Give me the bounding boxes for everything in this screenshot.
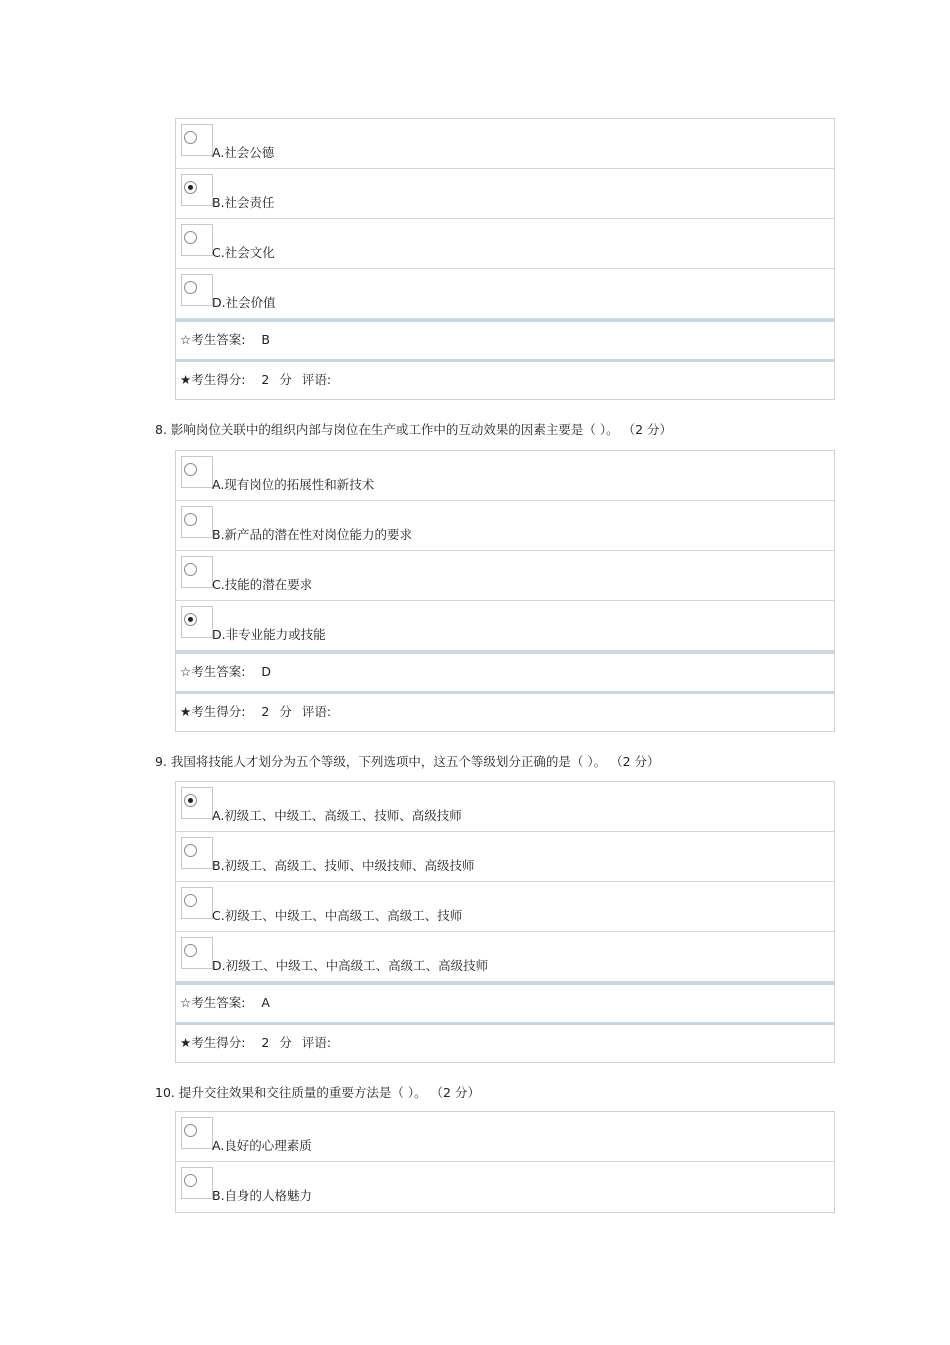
option-label: A.良好的心理素质 <box>212 1138 312 1153</box>
option-row[interactable] <box>176 451 834 501</box>
student-score-row <box>176 691 834 731</box>
option-row[interactable] <box>176 832 834 882</box>
comment-label: 评语: <box>301 1035 332 1050</box>
option-label: B.新产品的潜在性对岗位能力的要求 <box>212 527 413 542</box>
radio-icon[interactable] <box>184 894 197 907</box>
option-label: D.非专业能力或技能 <box>212 627 326 642</box>
question-9-title: 9. 我国将技能人才划分为五个等级，下列选项中，这五个等级划分正确的是（ ）。 （2 分） <box>155 754 660 769</box>
radio-icon[interactable] <box>184 944 197 957</box>
option-label: B.初级工、高级工、技师、中级技师、高级技师 <box>212 858 475 873</box>
option-row[interactable] <box>176 551 834 601</box>
option-label: C.社会文化 <box>212 245 275 260</box>
option-label: A.社会公德 <box>212 145 275 160</box>
radio-icon[interactable] <box>184 131 197 144</box>
score-unit: 分 <box>279 704 292 719</box>
option-row[interactable] <box>176 169 834 219</box>
answer-value: B <box>261 332 270 347</box>
option-row[interactable] <box>176 119 834 169</box>
radio-icon[interactable] <box>184 613 197 626</box>
radio-box[interactable] <box>181 124 213 156</box>
radio-box[interactable] <box>181 606 213 638</box>
question-8-table <box>175 450 835 732</box>
radio-box[interactable] <box>181 937 213 969</box>
option-label: A.现有岗位的拓展性和新技术 <box>212 477 375 492</box>
option-row[interactable] <box>176 1162 834 1212</box>
score-unit: 分 <box>279 1035 292 1050</box>
option-row[interactable] <box>176 932 834 982</box>
student-score-row <box>176 1022 834 1062</box>
option-label: C.技能的潜在要求 <box>212 577 313 592</box>
score-label: ★考生得分: <box>180 704 246 719</box>
answer-label: ☆考生答案: <box>180 995 246 1010</box>
radio-icon[interactable] <box>184 281 197 294</box>
option-row[interactable] <box>176 882 834 932</box>
radio-icon[interactable] <box>184 563 197 576</box>
radio-box[interactable] <box>181 556 213 588</box>
score-unit: 分 <box>279 372 292 387</box>
option-label: C.初级工、中级工、中高级工、高级工、技师 <box>212 908 463 923</box>
question-7-table <box>175 118 835 400</box>
option-label: B.社会责任 <box>212 195 275 210</box>
radio-icon[interactable] <box>184 231 197 244</box>
answer-value: A <box>261 995 270 1010</box>
comment-label: 评语: <box>301 704 332 719</box>
score-label: ★考生得分: <box>180 372 246 387</box>
score-value: 2 <box>261 372 270 387</box>
radio-box[interactable] <box>181 1117 213 1149</box>
radio-box[interactable] <box>181 274 213 306</box>
answer-label: ☆考生答案: <box>180 664 246 679</box>
score-label: ★考生得分: <box>180 1035 246 1050</box>
radio-box[interactable] <box>181 456 213 488</box>
radio-box[interactable] <box>181 787 213 819</box>
radio-box[interactable] <box>181 174 213 206</box>
comment-label: 评语: <box>301 372 332 387</box>
answer-label: ☆考生答案: <box>180 332 246 347</box>
student-score-row <box>176 359 834 399</box>
option-row[interactable] <box>176 782 834 832</box>
radio-icon[interactable] <box>184 1124 197 1137</box>
score-value: 2 <box>261 704 270 719</box>
student-answer-row <box>176 319 834 359</box>
radio-box[interactable] <box>181 224 213 256</box>
option-row[interactable] <box>176 501 834 551</box>
option-label: A.初级工、中级工、高级工、技师、高级技师 <box>212 808 462 823</box>
radio-box[interactable] <box>181 837 213 869</box>
option-row[interactable] <box>176 1112 834 1162</box>
student-answer-row <box>176 651 834 691</box>
option-label: B.自身的人格魅力 <box>212 1188 313 1203</box>
option-label: D.社会价值 <box>212 295 276 310</box>
option-row[interactable] <box>176 219 834 269</box>
question-10-title: 10. 提升交往效果和交往质量的重要方法是（ ）。 （2 分） <box>155 1085 480 1100</box>
question-9-table <box>175 781 835 1063</box>
radio-box[interactable] <box>181 887 213 919</box>
score-value: 2 <box>261 1035 270 1050</box>
option-label: D.初级工、中级工、中高级工、高级工、高级技师 <box>212 958 489 973</box>
radio-icon[interactable] <box>184 794 197 807</box>
question-10-table <box>175 1111 835 1213</box>
radio-box[interactable] <box>181 506 213 538</box>
answer-value: D <box>261 664 272 679</box>
radio-icon[interactable] <box>184 463 197 476</box>
student-answer-row <box>176 982 834 1022</box>
radio-icon[interactable] <box>184 844 197 857</box>
radio-icon[interactable] <box>184 1174 197 1187</box>
radio-icon[interactable] <box>184 513 197 526</box>
option-row[interactable] <box>176 601 834 651</box>
radio-box[interactable] <box>181 1167 213 1199</box>
option-row[interactable] <box>176 269 834 319</box>
question-8-title: 8. 影响岗位关联中的组织内部与岗位在生产或工作中的互动效果的因素主要是（ ）。 （2 分） <box>155 422 673 437</box>
radio-icon[interactable] <box>184 181 197 194</box>
